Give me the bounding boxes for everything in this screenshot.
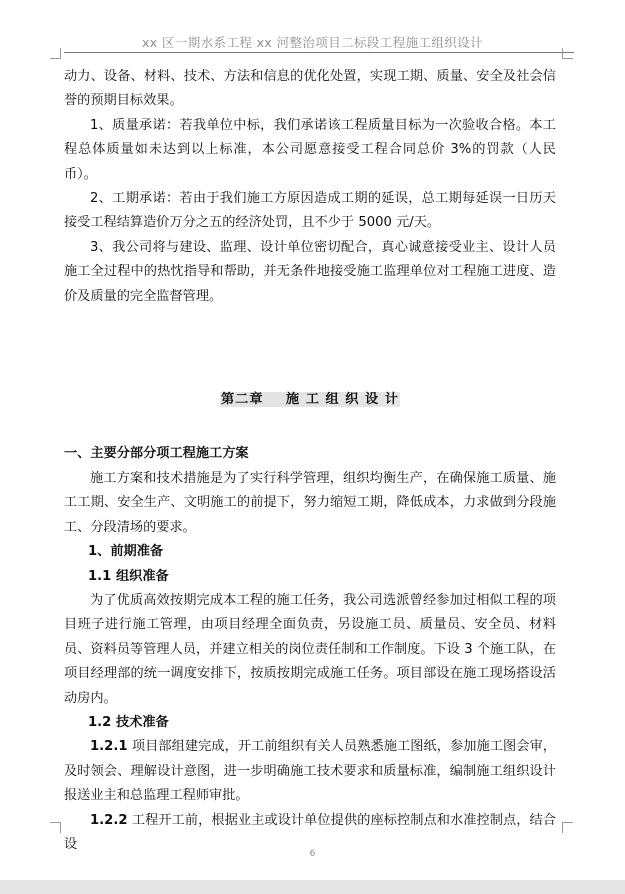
margin-corner-mark (562, 48, 573, 59)
organization-paragraph: 为了优质高效按期完成本工程的施工任务，我公司选派曾经参加过相似工程的项目班子进行施工管理，由项目经理全面负责，另设施工员、质量员、安全员、材料员、资料员等管理人员，并建立相关的岗位责任制和工作制度。下设 3 个施工队，在项目经理部的统一调度安排下，按质按期完成施工任务。项目部设在施工现场搭设活动房内。 (64, 592, 556, 706)
margin-corner-mark (50, 48, 61, 59)
subsection-heading-technical: 1.2 技术准备 (88, 714, 169, 730)
margin-corner-mark (50, 822, 61, 833)
page-header-title: xx 区一期水系工程 xx 河整治项目二标段工程施工组织设计 (141, 35, 483, 50)
clause-number: 1.2.1 (90, 739, 128, 755)
technical-paragraph-1 (64, 735, 556, 808)
paragraph-continuation: 动力、设备、材料、技术、方法和信息的优化处置，实现工期、质量、安全及社会信誉的预期目标效果。 (64, 69, 556, 109)
header-rule (64, 52, 574, 53)
subsection-heading-organization: 1.1 组织准备 (88, 568, 169, 584)
spacer (64, 309, 556, 388)
clause-text: 项目部组建完成，开工前组织有关人员熟悉施工图纸，参加施工图会审，及时领会、理解设计意图，进一步明确施工技术要求和质量标准，编制施工组织设计报送业主和总监理工程师审批。 (64, 739, 556, 804)
section-heading: 一、主要分部分项工程施工方案 (64, 446, 249, 462)
chapter-title-text: 第二章 施 工 组 织 设 计 (220, 392, 399, 408)
margin-corner-mark (562, 822, 573, 833)
spacer (64, 412, 556, 442)
clause-number: 1.2.2 (90, 812, 128, 828)
chapter-title (64, 388, 556, 412)
clause-text: 工程开工前，根据业主或设计单位提供的座标控制点和水准控制点，结合设 (64, 812, 556, 852)
viewer-background (0, 880, 625, 894)
paragraph-schedule-commitment: 2、工期承诺：若由于我们施工方原因造成工期的延误，总工期每延误一日历天接受工程结算造价万分之五的经济处罚，且不少于 5000 元/天。 (64, 191, 556, 231)
page-number: 6 (309, 849, 316, 859)
section-intro-paragraph: 施工方案和技术措施是为了实行科学管理，组织均衡生产，在确保施工质量、施工工期、安全生产、文明施工的前提下，努力缩短工期，降低成本，力求做到分段施工、分段清场的要求。 (64, 470, 556, 535)
subsection-heading-preparation: 1、前期准备 (88, 544, 164, 560)
document-body (64, 65, 556, 857)
paragraph-quality-commitment: 1、质量承诺：若我单位中标，我们承诺该工程质量目标为一次验收合格。本工程总体质量如未达到以上标准，本公司愿意接受工程合同总价 3%的罚款（人民币）。 (64, 117, 556, 182)
paragraph-cooperation-commitment: 3、我公司将与建设、监理、设计单位密切配合，真心诚意接受业主、设计人员施工全过程中的热忱指导和帮助，并无条件地接受施工监理单位对工程施工进度、造价及质量的完全监督管理。 (64, 239, 556, 304)
